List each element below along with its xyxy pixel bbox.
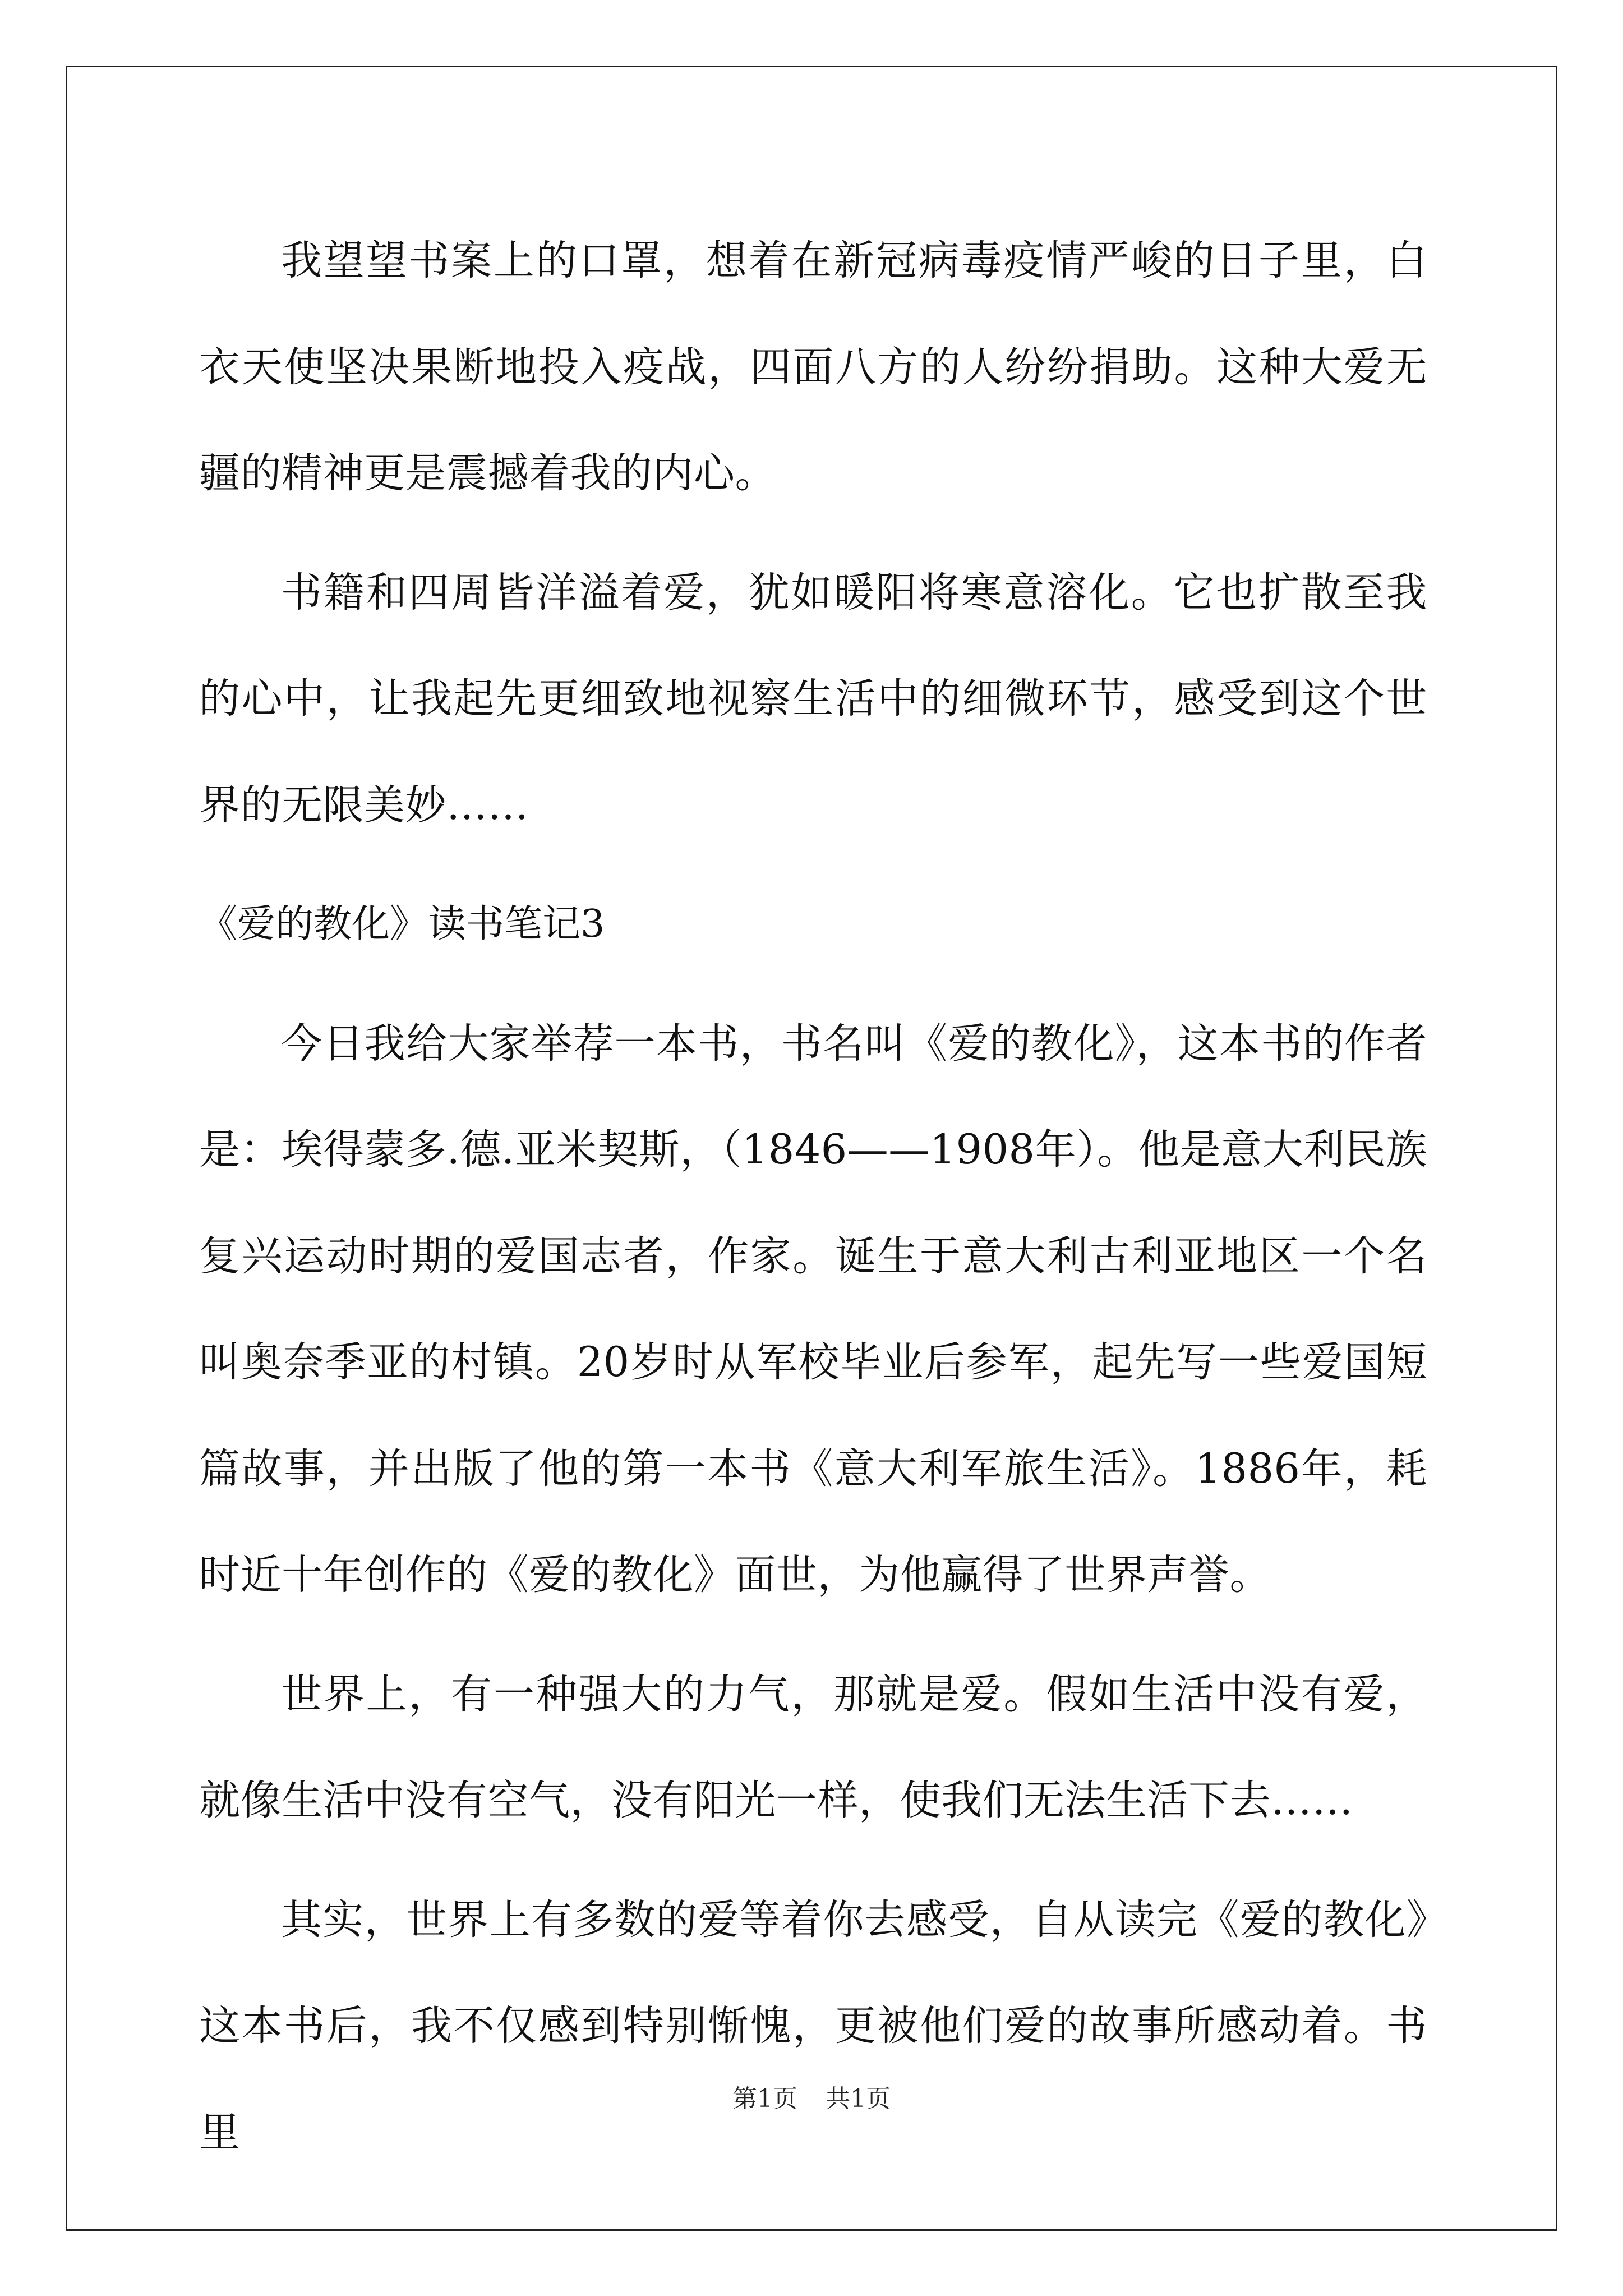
page-number: 第1页 [732,2085,797,2113]
page-footer [0,2082,1623,2116]
page-total: 共1页 [826,2085,891,2113]
section-heading: 《爱的教化》读书笔记3 [199,902,605,946]
paragraph: 我望望书案上的口罩，想着在新冠病毒疫情严峻的日子里，白衣天使坚决果断地投入疫战，四面八方的人纷纷捐助。这种大爱无疆的精神更是震撼着我的内心。 [199,237,1427,497]
paragraph: 书籍和四周皆洋溢着爱，犹如暖阳将寒意溶化。它也扩散至我的心中，让我起先更细致地视察生活中的细微环节，感受到这个世界的无限美妙…… [199,568,1427,829]
paragraph: 今日我给大家举荐一本书，书名叫《爱的教化》，这本书的作者是：埃得蒙多.德.亚米契斯，（1846——1908年）。他是意大利民族复兴运动时期的爱国志者，作家。诞生于意大利古利亚地区一个名叫奥奈季亚的村镇。20岁时从军校毕业后参军，起先写一些爱国短篇故事，并出版了他的第一本书《意大利军旅生活》。1886年，耗时近十年创作的《爱的教化》面世，为他赢得了世界声誉。 [199,1019,1427,1599]
paragraph: 世界上，有一种强大的力气，那就是爱。假如生活中没有爱，就像生活中没有空气，没有阳光一样，使我们无法生活下去…… [199,1670,1427,1824]
paragraph: 其实，世界上有多数的爱等着你去感受，自从读完《爱的教化》这本书后，我不仅感到特别惭愧，更被他们爱的故事所感动着。书里 [199,1895,1427,2156]
document-body [199,208,1427,2198]
